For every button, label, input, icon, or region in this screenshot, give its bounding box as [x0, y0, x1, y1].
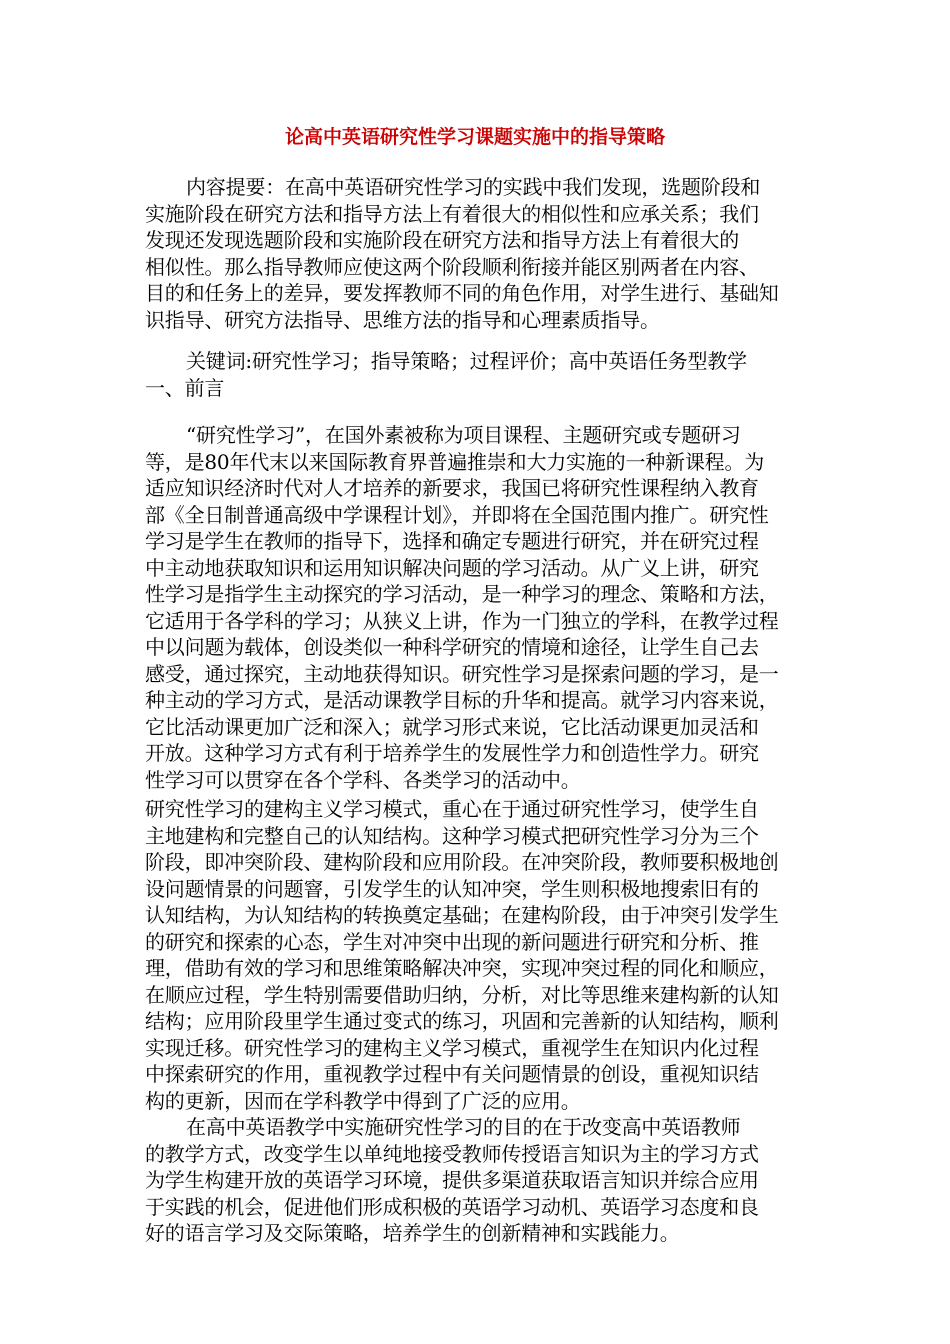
- paragraph-line: 构的更新，因而在学科教学中得到了广泛的应用。: [145, 1088, 581, 1113]
- keywords-paragraph: [145, 348, 805, 401]
- abstract-line: 目的和任务上的差异，要发挥教师不同的角色作用，对学生进行、基础知: [145, 281, 779, 305]
- paragraph-line: 开放。这种学习方式有利于培养学生的发展性学力和创造性学力。研究: [145, 741, 759, 765]
- paragraph-line: 适应知识经济时代对人才培养的新要求，我国已将研究性课程纳入教育: [145, 476, 759, 500]
- paragraph-line: 认知结构，为认知结构的转换奠定基础；在建构阶段，由于冲突引发学生: [145, 903, 779, 927]
- paragraph-line: 感受，通过探究，主动地获得知识。研究性学习是探索问题的学习，是一: [145, 661, 779, 686]
- paragraph-line: 部《全日制普通高级中学课程计划》，并即将在全国范围内推广。研究性: [145, 502, 769, 527]
- paragraph-line: 中探索研究的作用，重视教学过程中有关问题情景的创设，重视知识结: [145, 1062, 759, 1086]
- paragraph-line: 设问题情景的问题窨，引发学生的认知冲突，学生则积极地搜索旧有的: [145, 876, 759, 901]
- paragraph-line: 性学习可以贯穿在各个学科、各类学习的活动中。: [145, 767, 581, 792]
- abstract-paragraph: [145, 174, 805, 333]
- paragraph-line: 的教学方式，改变学生以单纯地接受教师传授语言知识为主的学习方式: [145, 1141, 759, 1166]
- paragraph-line: 主地建构和完整自己的认知结构。这种学习模式把研究性学习分为三个: [145, 823, 759, 848]
- paragraph-line: 结构；应用阶段里学生通过变式的练习，巩固和完善新的认知结构，顺利: [145, 1009, 779, 1033]
- paragraph-line: 学习是学生在教师的指导下，选择和确定专题进行研究，并在研究过程: [145, 529, 759, 553]
- paragraph-line: 阶段，即冲突阶段、建构阶段和应用阶段。在冲突阶段，教师要积极地创: [145, 850, 779, 874]
- abstract-line: 实施阶段在研究方法和指导方法上有着很大的相似性和应承关系；我们: [145, 201, 759, 226]
- paragraph-line: 等，是80年代末以来国际教育界普遍推崇和大力实施的一种新课程。为: [145, 449, 765, 474]
- intro-paragraph-1: [145, 422, 805, 793]
- section-heading-intro: 一、前言: [145, 375, 225, 400]
- abstract-line: 内容提要：在高中英语研究性学习的实践中我们发现，选题阶段和: [186, 175, 761, 199]
- paragraph-line: 它适用于各学科的学习；从狭义上讲，作为一门独立的学科，在教学过程: [145, 608, 779, 633]
- paragraph-line: 它比活动课更加广泛和深入；就学习形式来说，它比活动课更加灵活和: [145, 714, 759, 739]
- paragraph-line: 性学习是指学生主动探究的学习活动，是一种学习的理念、策略和方法，: [145, 582, 779, 606]
- paragraph-line: 在高中英语教学中实施研究性学习的目的在于改变高中英语教师: [186, 1115, 741, 1139]
- paragraph-line: 的研究和探索的心态，学生对冲突中出现的新问题进行研究和分析、推: [145, 929, 759, 954]
- paragraph-line: “研究性学习”，在国外素被称为项目课程、主题研究或专题研习: [186, 423, 741, 447]
- paragraph-line: 好的语言学习及交际策略，培养学生的创新精神和实践能力。: [145, 1221, 680, 1245]
- paragraph-line: 研究性学习的建构主义学习模式，重心在于通过研究性学习，使学生自: [145, 797, 759, 821]
- keywords-line: 关键词:研究性学习；指导策略；过程评价；高中英语任务型教学: [186, 349, 747, 373]
- paragraph-line: 为学生构建开放的英语学习环境，提供多渠道获取语言知识并综合应用: [145, 1168, 759, 1192]
- paragraph-line: 中主动地获取知识和运用知识解决问题的学习活动。从广义上讲，研究: [145, 555, 759, 580]
- intro-paragraph-2: [145, 796, 805, 1114]
- abstract-line: 发现还发现选题阶段和实施阶段在研究方法和指导方法上有着很大的: [145, 228, 739, 252]
- paragraph-line: 实现迁移。研究性学习的建构主义学习模式，重视学生在知识内化过程: [145, 1035, 759, 1060]
- paragraph-line: 于实践的机会，促进他们形成积极的英语学习动机、英语学习态度和良: [145, 1194, 759, 1219]
- document-title: 论高中英语研究性学习课题实施中的指导策略: [284, 126, 665, 148]
- abstract-line: 识指导、研究方法指导、思维方法的指导和心理素质指导。: [145, 307, 660, 332]
- paragraph-line: 种主动的学习方式，是活动课教学目标的升华和提高。就学习内容来说，: [145, 688, 779, 712]
- paragraph-line: 中以问题为载体，创设类似一种科学研究的情境和途径，让学生自己去: [145, 635, 759, 659]
- paragraph-line: 在顺应过程，学生特别需要借助归纳，分析，对比等思维来建构新的认知: [145, 982, 779, 1007]
- intro-paragraph-3: [145, 1114, 805, 1247]
- paragraph-line: 理，借助有效的学习和思维策略解决冲突，实现冲突过程的同化和顺应，: [145, 956, 779, 980]
- abstract-line: 相似性。那么指导教师应使这两个阶段顺利衔接并能区别两者在内容、: [145, 254, 759, 279]
